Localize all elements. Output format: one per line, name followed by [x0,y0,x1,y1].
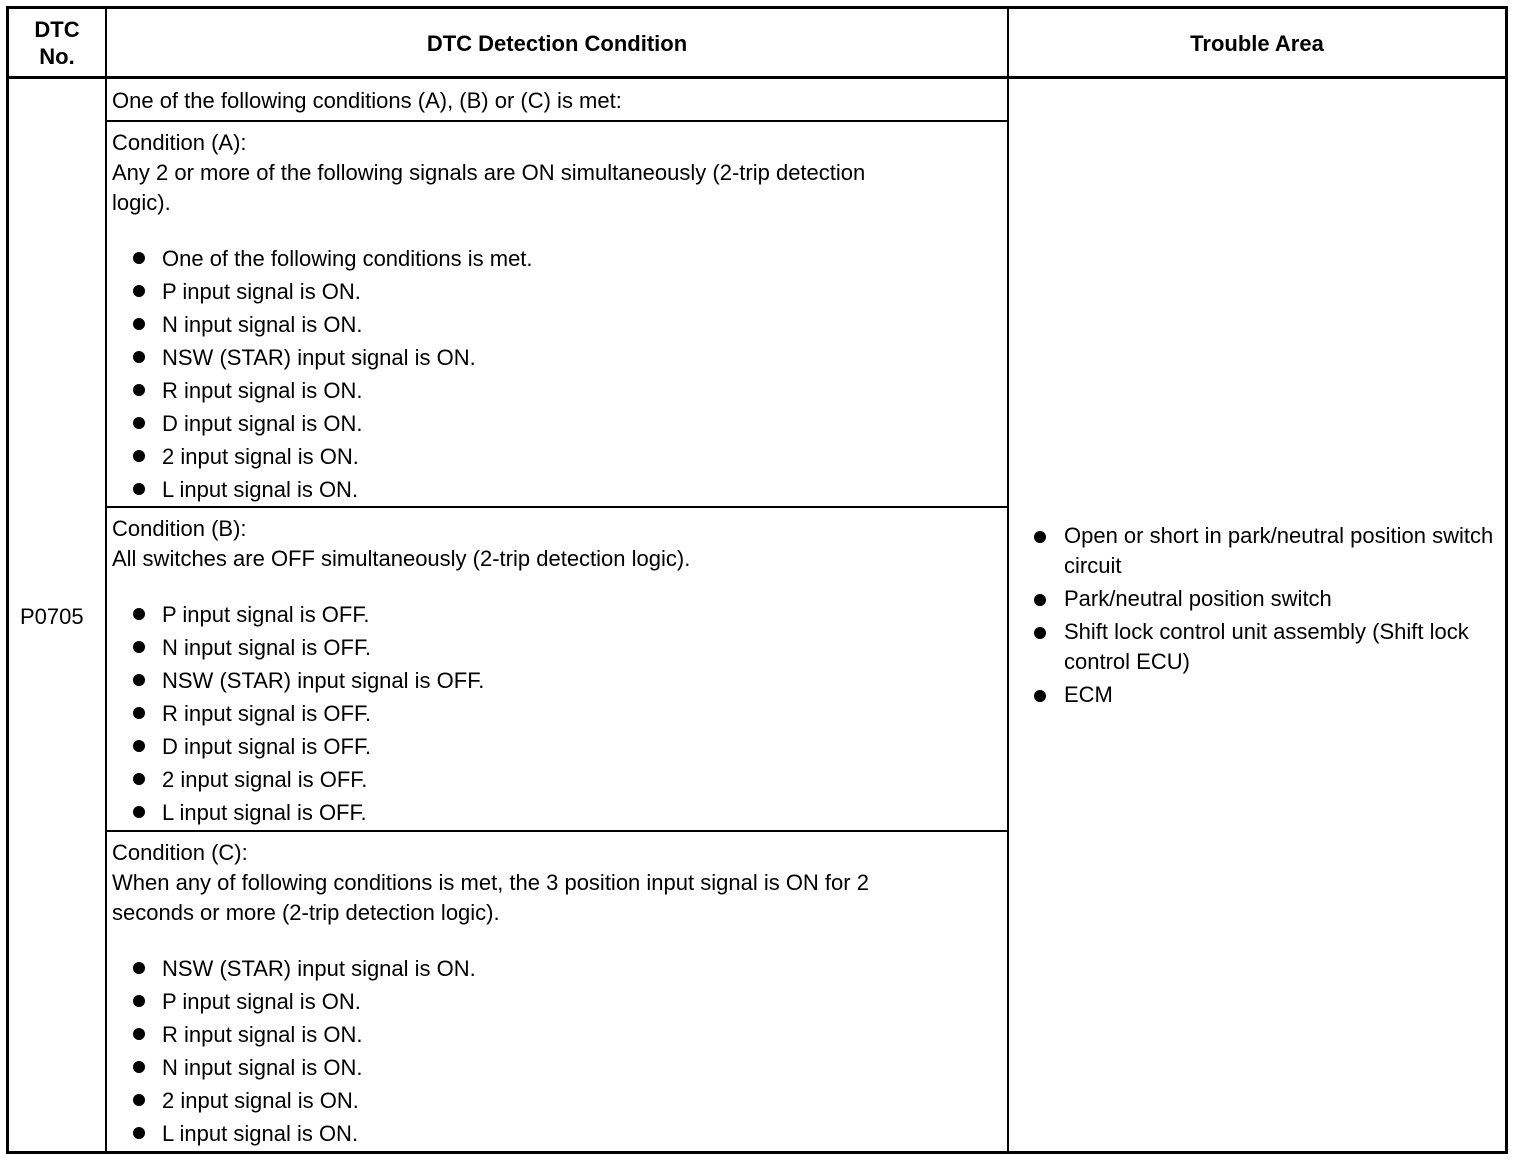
list-item [113,440,533,473]
bullet-icon [133,483,145,495]
list-item [113,473,533,506]
list-item-text: P input signal is ON. [162,989,361,1014]
list-item-text: N input signal is ON. [162,1055,363,1080]
trouble-area-item [1030,521,1500,581]
list-item-text: 2 input signal is OFF. [162,767,368,792]
bullet-icon [133,384,145,396]
bullet-icon [133,318,145,330]
trouble-area-text: Open or short in park/neutral position switch circuit [1064,523,1494,578]
header-divider [6,76,1508,79]
bullet-icon [133,1127,145,1139]
list-item [113,1084,476,1117]
trouble-area-text: Shift lock control unit assembly (Shift lock control ECU) [1064,619,1469,674]
list-item [113,1051,476,1084]
list-item [113,407,533,440]
condition-b-desc-line1: All switches are OFF simultaneously (2-trip detection logic). [112,546,691,571]
bullet-icon [133,707,145,719]
bullet-icon [133,674,145,686]
trouble-area-text: Park/neutral position switch [1064,586,1332,611]
list-item-text: D input signal is OFF. [162,734,372,759]
condition-b-divider [105,830,1009,832]
trouble-area-item [1030,584,1500,614]
header-dtc-no-line1: DTC [34,17,80,42]
condition-a-divider [105,506,1009,508]
list-item-text: One of the following conditions is met. [162,246,533,271]
header-dtc-no [9,16,105,70]
list-item [113,631,484,664]
column-divider-dtc [105,6,107,1154]
bullet-icon [1034,690,1046,702]
list-item [113,598,484,631]
condition-c-desc-line1: When any of following conditions is met, the 3 position input signal is ON for 2 [112,870,869,895]
condition-a-title: Condition (A): [112,130,247,155]
header-trouble-area: Trouble Area [1190,31,1324,56]
list-item [113,374,533,407]
list-item-text: L input signal is OFF. [162,800,367,825]
list-item [113,1018,476,1051]
list-item [113,664,484,697]
condition-a-desc-line2: logic). [112,190,171,215]
list-item-text: N input signal is OFF. [162,635,372,660]
list-item [113,242,533,275]
list-item-text: P input signal is OFF. [162,602,370,627]
list-item [113,985,476,1018]
list-item [113,730,484,763]
bullet-icon [133,608,145,620]
list-item-text: 2 input signal is ON. [162,1088,359,1113]
list-item-text: N input signal is ON. [162,312,363,337]
list-item [113,763,484,796]
list-item-text: L input signal is ON. [162,477,359,502]
bullet-icon [133,450,145,462]
list-item [113,952,476,985]
bullet-icon [133,995,145,1007]
condition-b-list [113,598,484,829]
bullet-icon [133,806,145,818]
list-item-text: R input signal is OFF. [162,701,372,726]
bullet-icon [133,740,145,752]
condition-c-title: Condition (C): [112,840,248,865]
dtc-code: P0705 [20,604,84,629]
intro-divider [105,120,1009,122]
list-item-text: NSW (STAR) input signal is OFF. [162,668,485,693]
list-item [113,796,484,829]
trouble-area-item [1030,680,1500,710]
list-item-text: D input signal is ON. [162,411,363,436]
header-detection-condition: DTC Detection Condition [426,31,688,56]
bullet-icon [133,1094,145,1106]
bullet-icon [1034,531,1046,543]
condition-a-desc-line1: Any 2 or more of the following signals are ON simultaneously (2-trip detection [112,160,866,185]
list-item-text: NSW (STAR) input signal is ON. [162,345,476,370]
list-item [113,341,533,374]
bullet-icon [133,1061,145,1073]
condition-a-list [113,242,533,506]
condition-b-title: Condition (B): [112,516,247,541]
list-item [113,1117,476,1150]
trouble-area-list [1030,521,1500,713]
list-item-text: 2 input signal is ON. [162,444,359,469]
list-item [113,697,484,730]
bullet-icon [1034,627,1046,639]
list-item-text: NSW (STAR) input signal is ON. [162,956,476,981]
column-divider-trouble [1007,6,1009,1154]
bullet-icon [133,351,145,363]
list-item-text: R input signal is ON. [162,1022,363,1047]
list-item [113,308,533,341]
condition-c-desc-line2: seconds or more (2-trip detection logic). [112,900,500,925]
bullet-icon [133,773,145,785]
bullet-icon [133,285,145,297]
list-item-text: R input signal is ON. [162,378,363,403]
trouble-area-item [1030,617,1500,677]
bullet-icon [1034,594,1046,606]
list-item [113,275,533,308]
bullet-icon [133,962,145,974]
condition-intro: One of the following conditions (A), (B) or (C) is met: [112,88,622,113]
list-item-text: L input signal is ON. [162,1121,359,1146]
list-item-text: P input signal is ON. [162,279,361,304]
bullet-icon [133,1028,145,1040]
trouble-area-text: ECM [1064,682,1113,707]
condition-c-list [113,952,476,1150]
bullet-icon [133,641,145,653]
bullet-icon [133,417,145,429]
bullet-icon [133,252,145,264]
header-dtc-no-line2: No. [39,44,75,69]
